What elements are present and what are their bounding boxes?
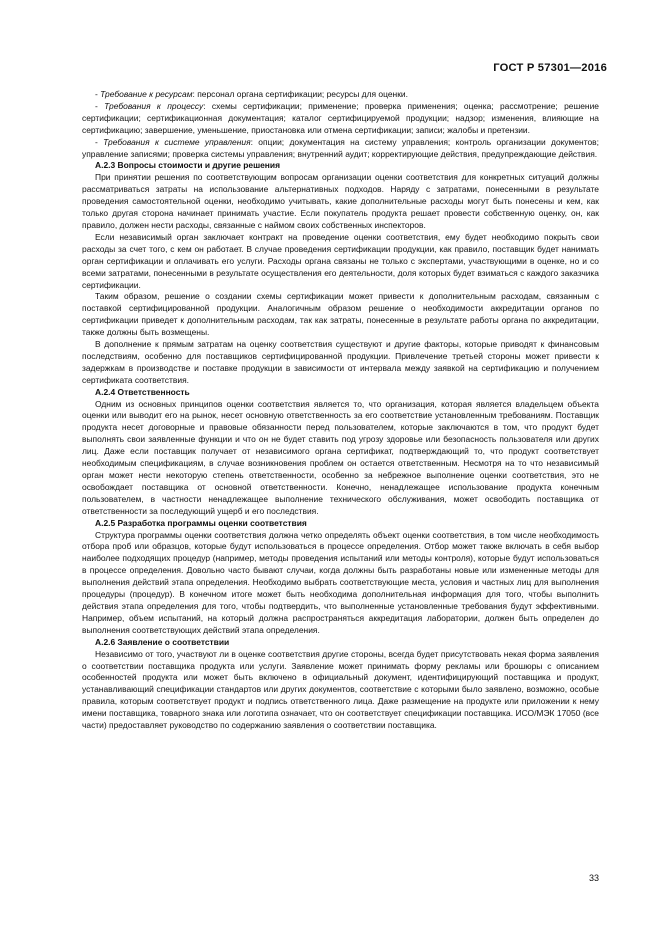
list-item-term: Требования к системе управления xyxy=(103,136,251,147)
standard-designation: ГОСТ Р 57301—2016 xyxy=(493,62,607,74)
paragraph: В дополнение к прямым затратам на оценку соответствия существуют и другие факторы, которые приводят к финансовым последствиям, особенно для поставщиков сертифицированной продукции. Привлечение третьей стороны может привести к задержкам в производстве и поставке продукции в зависимости от интервала между заявкой на сертификацию и получением сертификата соответствия. xyxy=(82,339,599,385)
page-number: 33 xyxy=(588,873,599,883)
section-heading: А.2.3 Вопросы стоимости и другие решения xyxy=(95,160,281,171)
list-item-term: Требование к ресурсам xyxy=(100,89,193,99)
paragraph: Таким образом, решение о создании схемы сертификации может привести к дополнительным расходам, связанным с поставкой сертифицированной продукции. Аналогичным образом решение о необходимости аккредитации органов по сертификации приведет к дополнительным расходам, так как затраты, понесенные в результате работы органа по аккредитации, также должны быть возмещены. xyxy=(82,291,599,338)
section-heading: А.2.5 Разработка программы оценки соответствия xyxy=(95,517,307,528)
paragraph: Одним из основных принципов оценки соответствия является то, что организация, которая является владельцем объекта оценки или выводит его на рынок, несет основную ответственность за его соответствие установленным требованиям. Поставщик продукта несет договорные и правовые обязанности перед пользователем, которые заключаются в том, что продукт будет выполнять свои заявленные функции и что он не будет ставить под угрозу здоровье или безопасность пользователя или других лиц. Даже если поставщик получает от независимого органа сертификат, подтверждающий то, что продукт соответствует необходимым спецификациям, в случае возникновения проблем он остается ответственным. Несмотря на то что независимый орган может нести некоторую степень ответственности, особенно за небрежное выполнение оценки соответствия, это не освобождает поставщика от основной ответственности. Конечно, ненадлежащее использование продукта конечным пользователем, в частности ненадлежащее выполнение технического обслуживания, может освободить поставщика от ответственности за последующий ущерб и его последствия. xyxy=(82,398,599,516)
paragraph: При принятии решения по соответствующим вопросам организации оценки соответствия для конкретных ситуаций должны рассматриваться затраты на использование альтернативных подходов. Наряду с затратами, понесенными в результате проведения самостоятельной оценки, необходимо учитывать, какие дополнительные расходы могут быть понесены и кем, как только другая сторона начинает принимать участие. Если покупатель продукта решает провести собственную оценку, он, как правило, должен нести расходы, связанные с наймом своих собственных инспекторов. xyxy=(82,172,599,230)
section-heading: А.2.4 Ответственность xyxy=(95,386,190,397)
paragraph: Если независимый орган заключает контракт на проведение оценки соответствия, ему будет необходимо покрыть свои расходы за счет того, с кем он работает. В случае проведения сертификации продукции, как правило, поставщик будет нанимать орган сертификации и оплачивать его услуги. Расходы органа связаны не только с экспертами, участвующими в оценке, но и со всеми затратами, понесенными в результате осуществления его деятельности, доля которых будет взиматься с каждого заказчика сертификации. xyxy=(82,231,599,290)
list-item: - Требования к системе управления: опции; документация на систему управления; контроль организации документов; управление записями; проверка системы управления; внутренний аудит; корректирующие действия, предупреждающие действия. xyxy=(82,136,599,159)
list-item: - Требования к процессу: схемы сертификации; применение; проверка применения; оценка; рассмотрение; решение сертификации; сертификационная документация; каталог сертифицируемой продукции; надзор; изменения, влияющие на сертификацию; завершение, уменьшение, приостановка или отмена сертификации; записи; жалобы и претензии. xyxy=(82,100,599,135)
section-heading: А.2.6 Заявление о соответствии xyxy=(95,636,230,647)
list-item: - Требование к ресурсам: персонал органа сертификации; ресурсы для оценки. xyxy=(95,89,408,99)
paragraph: Независимо от того, участвуют ли в оценке соответствия другие стороны, всегда будет присутствовать некая форма заявления о соответствии поставщика продукта или услуги. Заявление может принимать форму рекламы или брошюры с описанием особенностей продукта или может быть включено в официальный документ, идентифицирующий поставщика и продукт, устанавливающий спецификации стандартов или других документов, соответствие с которыми было заявлено, возможно, особые правила, которым соответствует продукт и подпись ответственного лица. Даже размещение на продукте или приложении к нему имени поставщика, товарного знака или логотипа означает, что он соответствует спецификации поставщика. ИСО/МЭК 17050 (все части) предоставляет руководство по содержанию заявления о соответствии поставщика. xyxy=(82,648,599,731)
list-item-term: Требования к процессу xyxy=(104,100,204,111)
document-body xyxy=(82,89,599,732)
paragraph: Структура программы оценки соответствия должна четко определять объект оценки соответствия, в том числе необходимость отбора проб или образцов, которые будут использоваться в процессе определения. Отбор может также включать в себя выбор наиболее подходящих процедур (например, методы проведения испытаний или методы контроля), которые будут использоваться в процессе определения. Довольно часто бывают случаи, когда должны быть разработаны новые или измененные методы для выполнения действий этапа определения. Необходимо выбрать соответствующие места, условия и частных лиц для выполнения процедуры (процедур). В конечном итоге может быть необходима дополнительная информация для того, чтобы выполнить действия этапа определения для того, чтобы подтвердить, что выполненные установленные требования будут эффективными. Например, объем испытаний, на который должна распространяться аккредитация лаборатории, должен быть определен до выполнения соответствующих действий этапа определения. xyxy=(82,529,599,635)
